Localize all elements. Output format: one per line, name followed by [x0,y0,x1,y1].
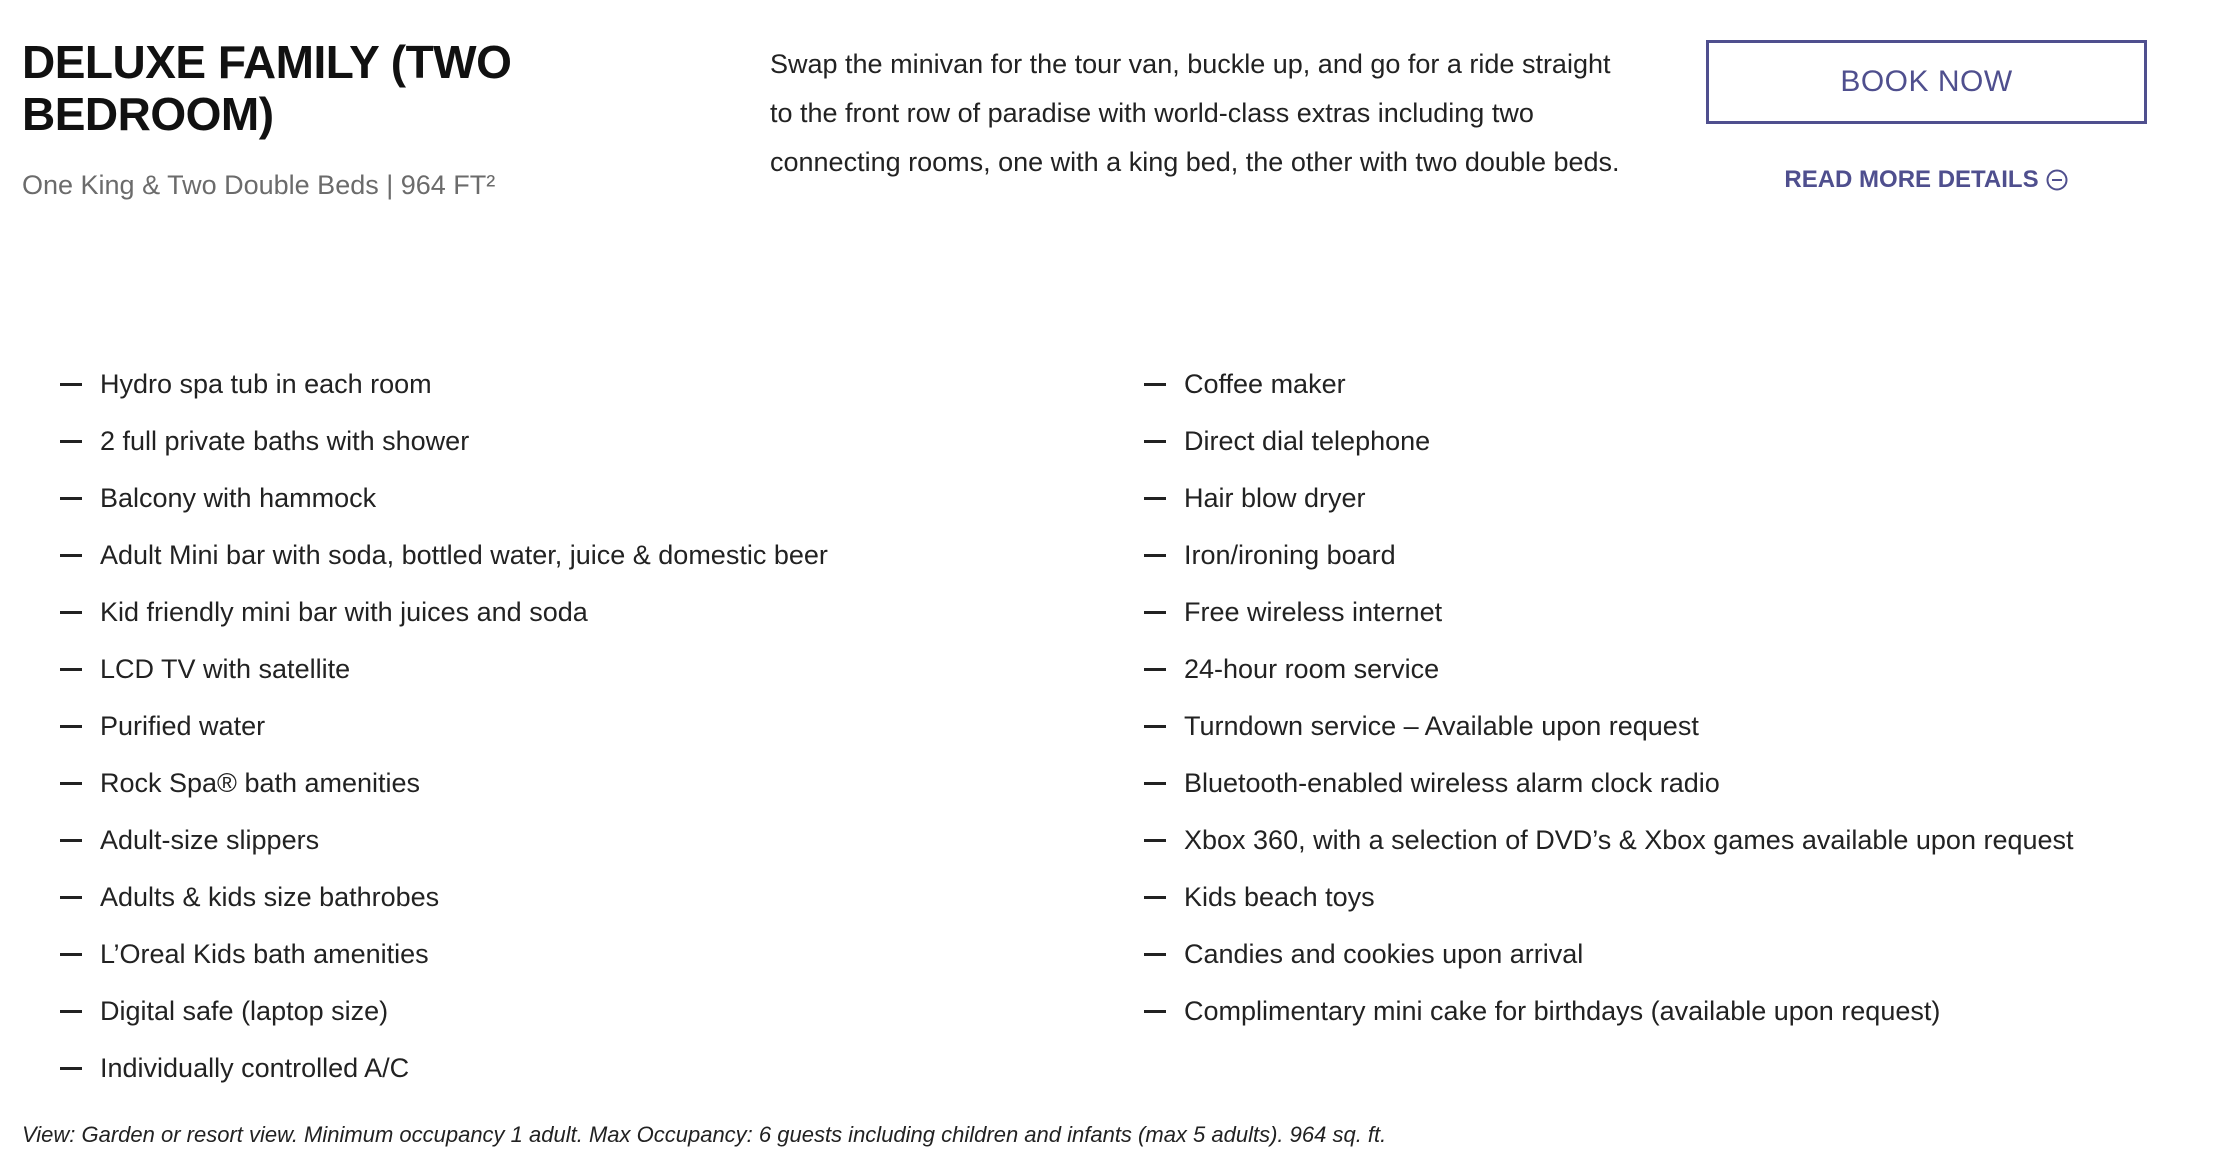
amenity-label: Kids beach toys [1184,882,1375,912]
amenity-label: Rock Spa® bath amenities [100,768,421,798]
dash-icon [60,497,82,500]
amenity-item [1144,356,2204,413]
dash-icon [60,782,82,785]
minus-circle-icon [2045,168,2069,192]
dash-icon [60,839,82,842]
amenity-label: Kid friendly mini bar with juices and soda [100,597,588,627]
amenity-label: Complimentary mini cake for birthdays (available upon request) [1184,996,1941,1026]
amenity-label: Direct dial telephone [1184,426,1431,456]
amenity-label: Hydro spa tub in each room [100,369,432,399]
amenity-label: Individually controlled A/C [100,1053,410,1083]
amenity-item [1144,812,2204,869]
amenity-label: Adults & kids size bathrobes [100,882,440,912]
amenity-item [60,926,1060,983]
read-more-details-link[interactable] [1706,160,2147,200]
amenity-item [1144,698,2204,755]
amenity-label: 24-hour room service [1184,654,1440,684]
amenity-item [60,755,1060,812]
amenity-label: L’Oreal Kids bath amenities [100,939,429,969]
amenity-item [1144,755,2204,812]
amenity-label: Purified water [100,711,266,741]
amenity-item [60,869,1060,926]
amenity-label: Adult-size slippers [100,825,320,855]
amenity-item [60,413,1060,470]
dash-icon [60,725,82,728]
read-more-label: READ MORE DETAILS [1784,166,2039,193]
dash-icon [1144,611,1166,614]
room-footnote: View: Garden or resort view. Minimum occupancy 1 adult. Max Occupancy: 6 guests including children and infants (max 5 adults). 964 sq. ft. [22,1122,1387,1147]
amenity-item [60,812,1060,869]
dash-icon [1144,497,1166,500]
dash-icon [1144,782,1166,785]
amenity-label: Adult Mini bar with soda, bottled water, juice & domestic beer [100,540,828,570]
amenity-label: Xbox 360, with a selection of DVD’s & Xbox games available upon request [1184,825,2074,855]
dash-icon [60,668,82,671]
amenity-item [60,356,1060,413]
dash-icon [1144,668,1166,671]
amenity-label: Turndown service – Available upon request [1184,711,1699,741]
amenity-item [1144,584,2204,641]
amenity-label: 2 full private baths with shower [100,426,470,456]
room-header [0,0,2232,260]
dash-icon [1144,1010,1166,1013]
dash-icon [60,1067,82,1070]
amenity-item [1144,641,2204,698]
amenity-label: Candies and cookies upon arrival [1184,939,1584,969]
dash-icon [1144,554,1166,557]
amenity-item [60,527,1060,584]
dash-icon [1144,383,1166,386]
amenity-label: Balcony with hammock [100,483,377,513]
amenity-label: Coffee maker [1184,369,1346,399]
amenity-label: Hair blow dryer [1184,483,1366,513]
dash-icon [60,440,82,443]
amenity-label: Digital safe (laptop size) [100,996,389,1026]
dash-icon [1144,953,1166,956]
dash-icon [60,1010,82,1013]
book-now-button[interactable]: BOOK NOW [1706,40,2147,124]
amenity-item [60,641,1060,698]
dash-icon [1144,440,1166,443]
amenity-label: Iron/ironing board [1184,540,1396,570]
amenity-label: LCD TV with satellite [100,654,351,684]
room-subtitle: One King & Two Double Beds | 964 FT² [22,170,496,200]
amenities-list-right [1144,356,2204,1040]
amenity-item [60,983,1060,1040]
dash-icon [1144,839,1166,842]
amenity-item [1144,527,2204,584]
amenity-item [60,1040,1060,1097]
amenity-item [60,584,1060,641]
dash-icon [1144,725,1166,728]
room-title: DELUXE FAMILY (TWO BEDROOM) [22,36,512,140]
amenity-item [1144,869,2204,926]
amenity-item [1144,470,2204,527]
dash-icon [60,896,82,899]
amenity-item [60,470,1060,527]
dash-icon [60,953,82,956]
amenity-item [60,698,1060,755]
amenity-item [1144,926,2204,983]
dash-icon [60,554,82,557]
dash-icon [60,383,82,386]
dash-icon [1144,896,1166,899]
dash-icon [60,611,82,614]
amenity-item [1144,983,2204,1040]
room-description: Swap the minivan for the tour van, buckle up, and go for a ride straight to the front row of paradise with world-class extras including two connecting rooms, one with a king bed, the other with two double beds. [770,49,1620,177]
amenity-item [1144,413,2204,470]
amenity-label: Bluetooth-enabled wireless alarm clock radio [1184,768,1720,798]
amenity-label: Free wireless internet [1184,597,1443,627]
amenities-list-left [60,356,1060,1097]
